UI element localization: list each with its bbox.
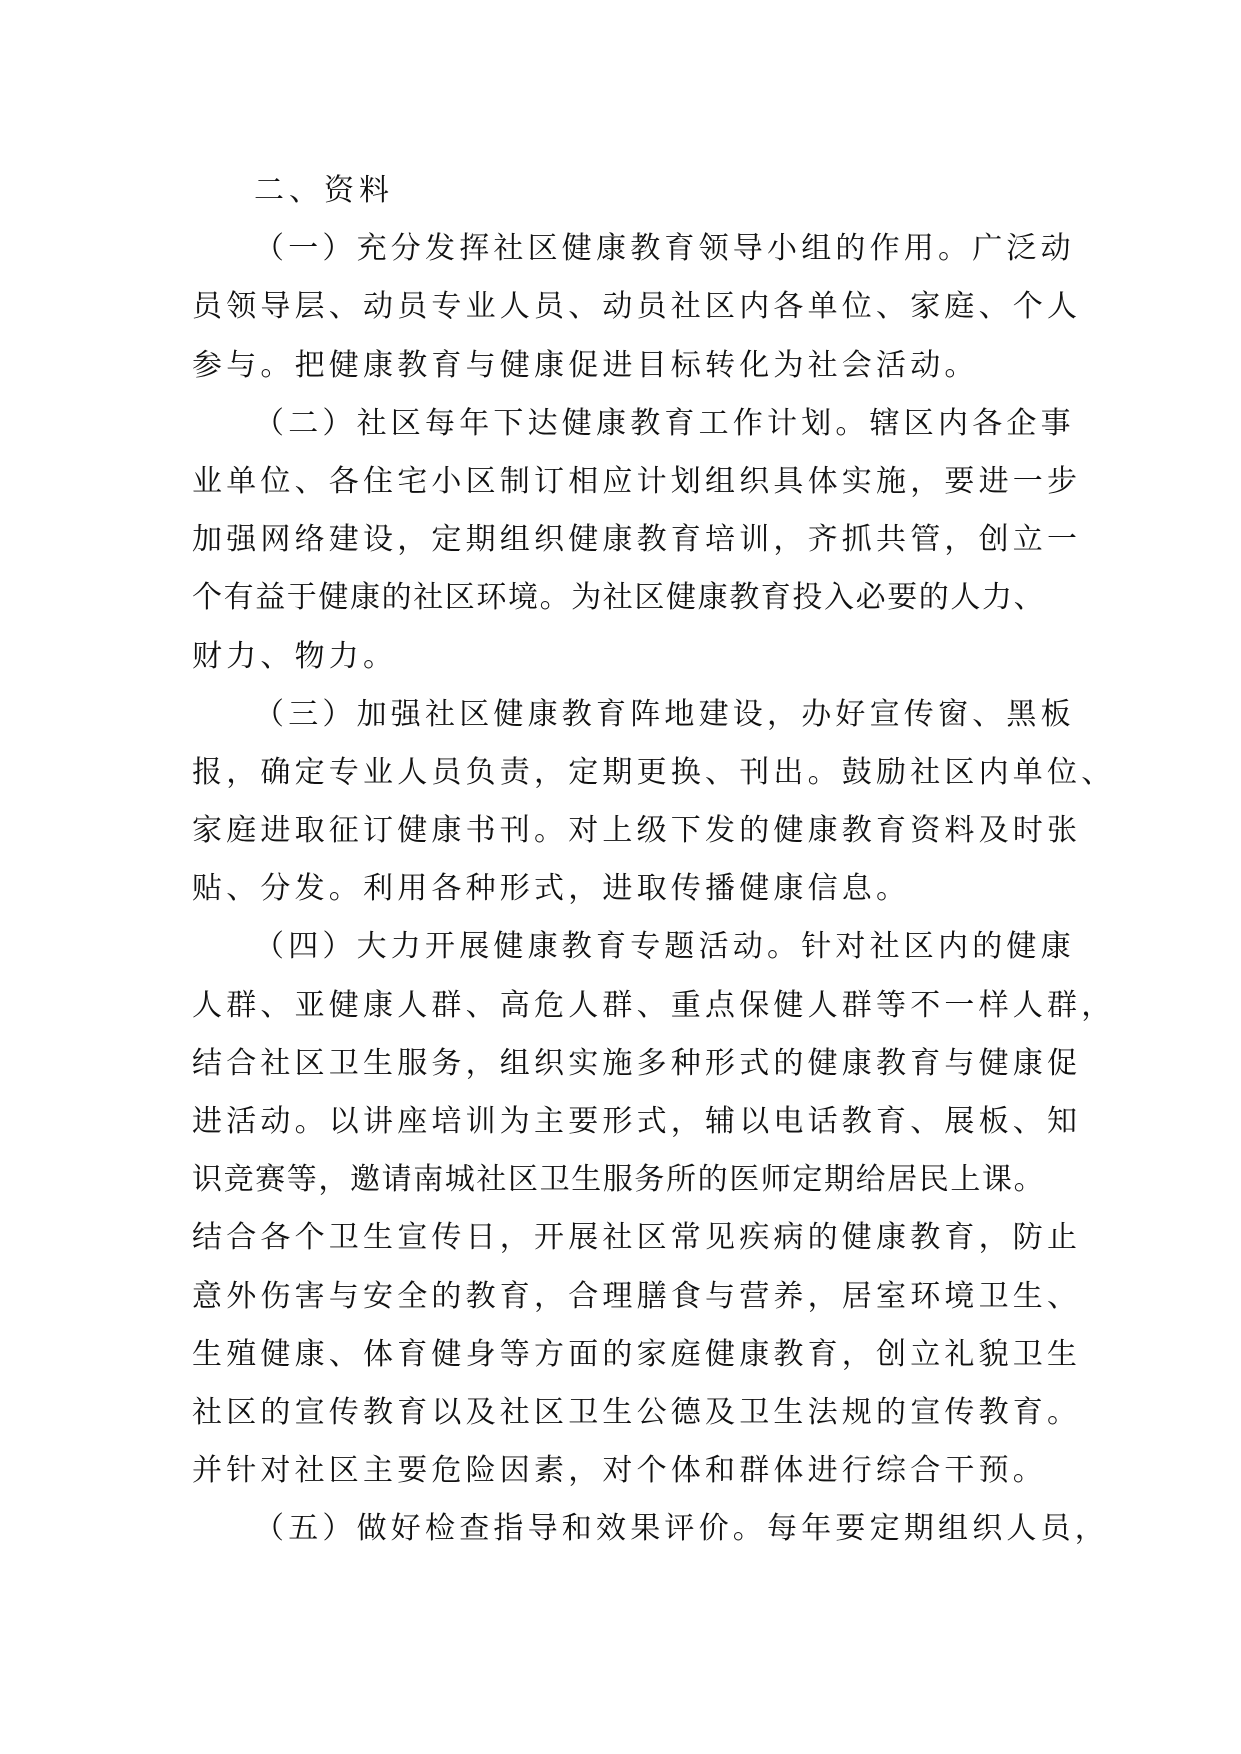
- section-heading: 二、资料: [254, 173, 394, 208]
- paragraph-line: 并针对社区主要危险因素，对个体和群体进行综合干预。: [192, 1453, 1047, 1489]
- paragraph-line: 结合社区卫生服务，组织实施多种形式的健康教育与健康促: [192, 1045, 1082, 1081]
- paragraph-line: 财力、物力。: [192, 638, 398, 674]
- paragraph-line: 意外伤害与安全的教育，合理膳食与营养，居室环境卫生、: [192, 1278, 1082, 1314]
- paragraph-line: 家庭进取征订健康书刊。对上级下发的健康教育资料及时张: [192, 813, 1082, 849]
- paragraph-line: 参与。把健康教育与健康促进目标转化为社会活动。: [192, 347, 979, 383]
- paragraph-line: （四）大力开展健康教育专题活动。针对社区内的健康: [254, 929, 1075, 965]
- paragraph-line: 员领导层、动员专业人员、动员社区内各单位、家庭、个人: [192, 289, 1082, 325]
- paragraph-line: 贴、分发。利用各种形式，进取传播健康信息。: [192, 871, 911, 907]
- paragraph-line: （一）充分发挥社区健康教育领导小组的作用。广泛动: [254, 231, 1075, 267]
- paragraph-line: （二）社区每年下达健康教育工作计划。辖区内各企事: [254, 405, 1075, 441]
- paragraph-line: （五）做好检查指导和效果评价。每年要定期组织人员，: [254, 1511, 1109, 1547]
- paragraph-1: [192, 220, 1082, 395]
- paragraph-line: 社区的宣传教育以及社区卫生公德及卫生法规的宣传教育。: [192, 1394, 1082, 1430]
- paragraph-line: 结合各个卫生宣传日，开展社区常见疾病的健康教育，防止: [192, 1220, 1082, 1256]
- paragraph-3: [192, 686, 1116, 919]
- paragraph-line: 识竞赛等，邀请南城社区卫生服务所的医师定期给居民上课。: [192, 1162, 1046, 1198]
- paragraph-2: [192, 395, 1082, 686]
- document-body: [192, 162, 1116, 1559]
- paragraph-line: （三）加强社区健康教育阵地建设，办好宣传窗、黑板: [254, 696, 1075, 732]
- paragraph-line: 加强网络建设，定期组织健康教育培训，齐抓共管，创立一: [192, 522, 1082, 558]
- paragraph-4: [192, 918, 1116, 1500]
- paragraph-line: 生殖健康、体育健身等方面的家庭健康教育，创立礼貌卫生: [192, 1336, 1082, 1372]
- paragraph-line: 进活动。以讲座培训为主要形式，辅以电话教育、展板、知: [192, 1104, 1082, 1139]
- paragraph-line: 业单位、各住宅小区制订相应计划组织具体实施，要进一步: [192, 463, 1082, 499]
- paragraph-line: 个有益于健康的社区环境。为社区健康教育投入必要的人力、: [192, 580, 1046, 616]
- paragraph-5: [192, 1500, 1109, 1558]
- paragraph-line: 人群、亚健康人群、高危人群、重点保健人群等不一样人群，: [192, 987, 1116, 1023]
- paragraph-line: 报，确定专业人员负责，定期更换、刊出。鼓励社区内单位、: [192, 754, 1116, 790]
